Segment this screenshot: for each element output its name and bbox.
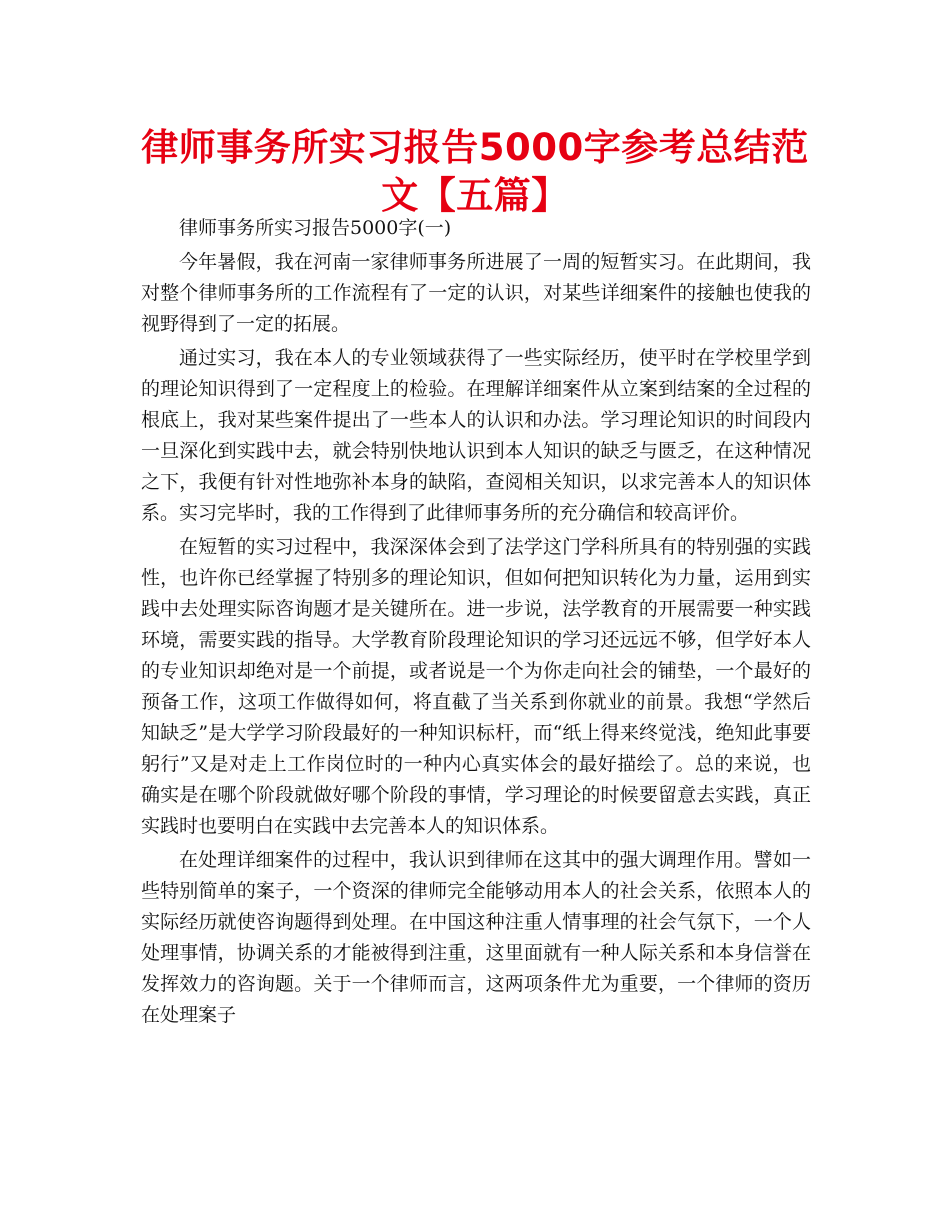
paragraph: 在处理详细案件的过程中，我认识到律师在这其中的强大调理作用。譬如一些特别简单的案子，一个资深的律师完全能够动用本人的社会关系，依照本人的实际经历就使咨询题得到处理。在中国这种注重人情事理的社会气氛下，一个人处理事情，协调关系的才能被得到注重，这里面就有一种人际关系和本身信誉在发挥效力的咨询题。关于一个律师而言，这两项条件尤为重要，一个律师的资历在处理案子	[141, 849, 811, 1026]
paragraph: 通过实习，我在本人的专业领域获得了一些实际经历，使平时在学校里学到的理论知识得到了一定程度上的检验。在理解详细案件从立案到结案的全过程的根底上，我对某些案件提出了一些本人的认识和办法。学习理论知识的时间段内一旦深化到实践中去，就会特别快地认识到本人知识的缺乏与匮乏，在这种情况之下，我便有针对性地弥补本身的缺陷，查阅相关知识，以求完善本人的知识体系。实习完毕时，我的工作得到了此律师事务所的充分确信和较高评价。	[141, 347, 811, 524]
section-subtitle: 律师事务所实习报告5000字(一)	[179, 217, 452, 239]
document-body	[141, 213, 811, 1031]
document-title: 律师事务所实习报告5000字参考总结范文【五篇】	[141, 126, 809, 217]
paragraph: 今年暑假，我在河南一家律师事务所进展了一周的短暂实习。在此期间，我对整个律师事务所的工作流程有了一定的认识，对某些详细案件的接触也使我的视野得到了一定的拓展。	[141, 251, 811, 335]
paragraph: 在短暂的实习过程中，我深深体会到了法学这门学科所具有的特别强的实践性，也许你已经掌握了特别多的理论知识，但如何把知识转化为力量，运用到实践中去处理实际咨询题才是关键所在。进一步说，法学教育的开展需要一种实践环境，需要实践的指导。大学教育阶段理论知识的学习还远远不够，但学好本人的专业知识却绝对是一个前提，或者说是一个为你走向社会的铺垫，一个最好的预备工作，这项工作做得如何，将直截了当关系到你就业的前景。我想“学然后知缺乏”是大学学习阶段最好的一种知识标杆，而“纸上得来终觉浅，绝知此事要躬行”又是对走上工作岗位时的一种内心真实体会的最好描绘了。总的来说，也确实是在哪个阶段就做好哪个阶段的事情，学习理论的时候要留意去实践，真正实践时也要明白在实践中去完善本人的知识体系。	[141, 536, 811, 837]
